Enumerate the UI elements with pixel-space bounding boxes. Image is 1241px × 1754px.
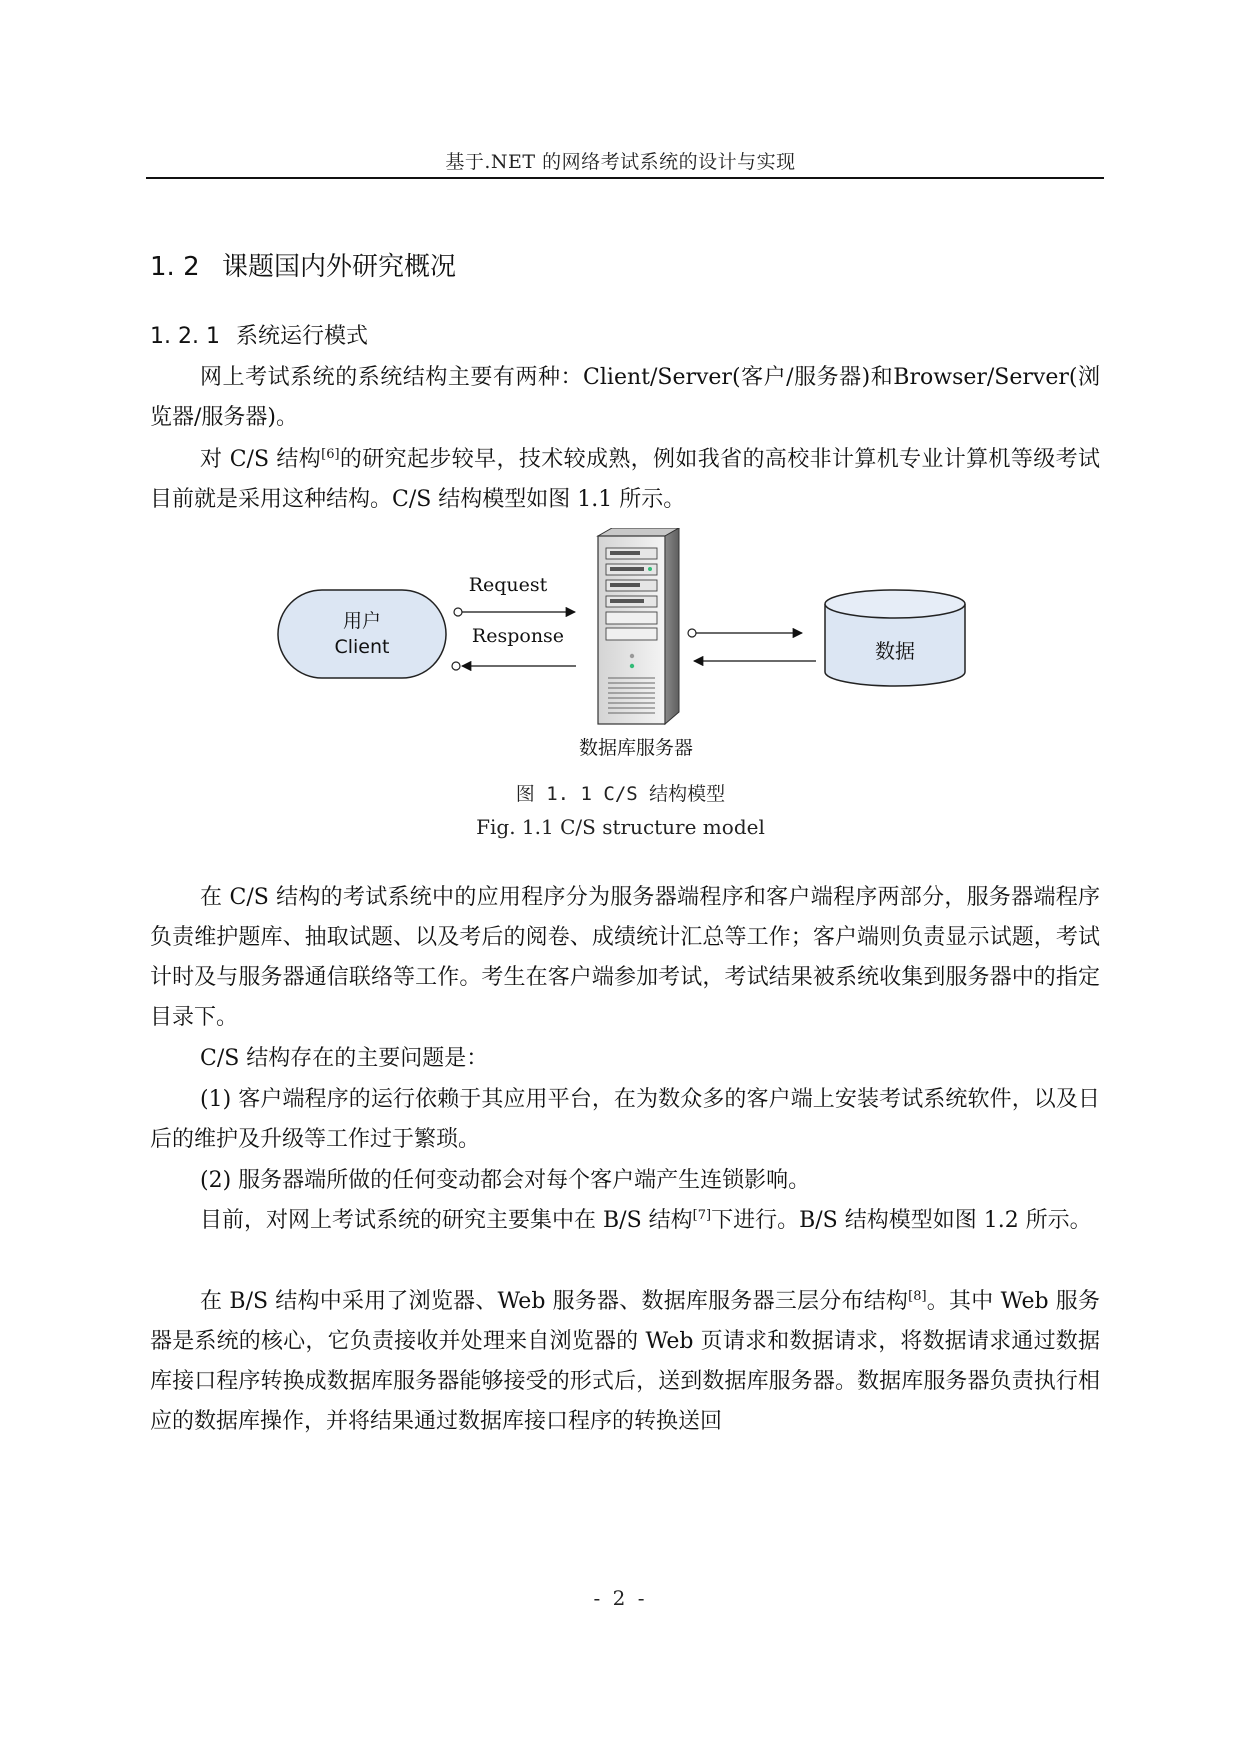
paragraph-bs-description xyxy=(150,1282,1100,1442)
paragraph-cs-history xyxy=(150,440,1100,520)
figure-caption-en: Fig. 1.1 C/S structure model xyxy=(476,815,765,839)
citation-ref: [6] xyxy=(321,447,340,462)
paragraph-cs-description: 在 C/S 结构的考试系统中的应用程序分为服务器端程序和客户端程序两部分，服务器端程序负责维护题库、抽取试题、以及考后的阅卷、成绩统计汇总等工作；客户端则负责显示试题，考试计时及与服务器通信联络等工作。考生在客户端参加考试，考试结果被系统收集到服务器中的指定目录下。 xyxy=(150,885,1100,1030)
paragraph-text: 对 C/S 结构 xyxy=(200,447,322,472)
subsection-heading xyxy=(150,319,368,350)
paragraph-intro: 网上考试系统的系统结构主要有两种：Client/Server(客户/服务器)和Browser/Server(浏览器/服务器)。 xyxy=(150,365,1100,430)
page-number: - 2 - xyxy=(593,1586,648,1610)
header-rule xyxy=(146,177,1104,179)
subsection-number: 1. 2. 1 xyxy=(150,324,220,349)
server-icon xyxy=(579,528,693,758)
database-label: 数据 xyxy=(875,639,915,663)
subsection-title: 系统运行模式 xyxy=(236,324,369,349)
client-label-cn: 用户 xyxy=(342,610,382,632)
paragraph-text: 目前，对网上考试系统的研究主要集中在 B/S 结构 xyxy=(200,1208,693,1233)
data-link-arrows xyxy=(688,629,816,661)
paragraph-text: 在 B/S 结构中采用了浏览器、Web 服务器、数据库服务器三层分布结构 xyxy=(200,1289,909,1314)
section-heading xyxy=(150,246,456,283)
paragraph-text: 的研究起步较早，技术较成熟，例如我省的高校非计算机专业计算机等级考试目前就是采用这种结构。C/S 结构模型如图 1.1 所示。 xyxy=(150,447,1100,512)
paragraph-problem-2: (2) 服务器端所做的任何变动都会对每个客户端产生连锁影响。 xyxy=(200,1168,811,1193)
paragraph-bs-research xyxy=(150,1201,1100,1241)
cs-structure-diagram xyxy=(270,528,990,758)
running-header: 基于.NET 的网络考试系统的设计与实现 xyxy=(445,151,796,173)
paragraph-text: 。其中 Web 服务器是系统的核心，它负责接收并处理来自浏览器的 Web 页请求和数据请求，将数据请求通过数据库接口程序转换成数据库服务器能够接受的形式后，送到数据库服务器。数据库服务器负责执行相应的数据库操作，并将结果通过数据库接口程序的转换送回 xyxy=(150,1289,1100,1434)
client-label-en: Client xyxy=(334,636,390,658)
request-label: Request xyxy=(468,574,548,596)
citation-ref: [7] xyxy=(692,1208,712,1223)
response-arrow xyxy=(452,625,576,670)
section-number: 1. 2 xyxy=(150,252,200,282)
section-title: 课题国内外研究概况 xyxy=(222,252,457,282)
paragraph-problem-1: (1) 客户端程序的运行依赖于其应用平台，在为数众多的客户端上安装考试系统软件，以及日后的维护及升级等工作过于繁琐。 xyxy=(150,1087,1100,1152)
client-node xyxy=(278,590,446,678)
response-label: Response xyxy=(471,625,565,647)
paragraph-text: 下进行。B/S 结构模型如图 1.2 所示。 xyxy=(711,1208,1092,1233)
request-arrow xyxy=(454,574,575,616)
paragraph-cs-problems-intro: C/S 结构存在的主要问题是： xyxy=(200,1046,489,1071)
figure-caption-cn: 图 1. 1 C/S 结构模型 xyxy=(515,783,726,805)
citation-ref: [8] xyxy=(908,1289,927,1304)
server-label: 数据库服务器 xyxy=(578,737,694,758)
database-node xyxy=(825,590,965,686)
